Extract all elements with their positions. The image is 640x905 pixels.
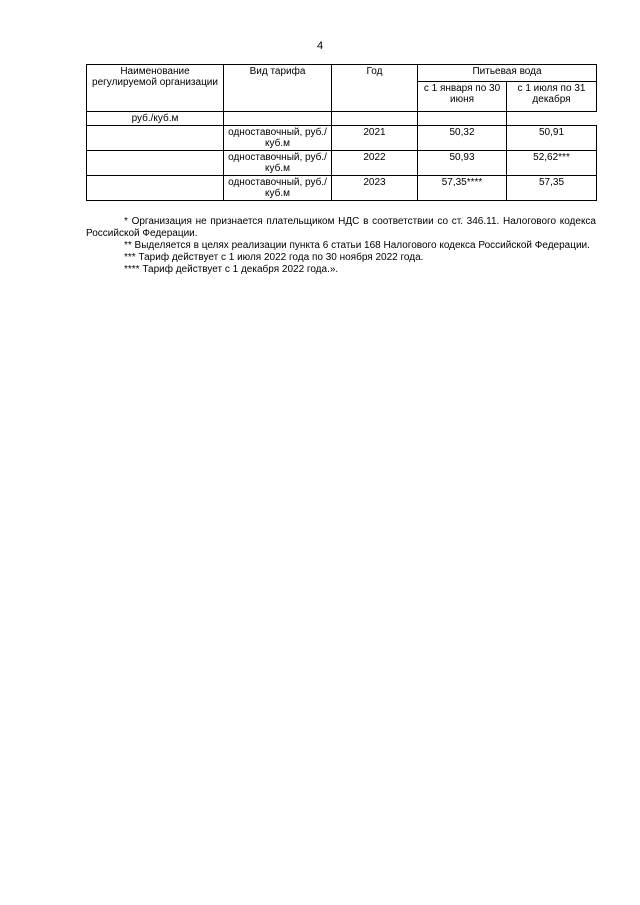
cell-period-1: 50,93 xyxy=(418,151,507,176)
cell-year: 2023 xyxy=(332,176,418,201)
header-tariff-type: Вид тарифа xyxy=(224,65,332,112)
tariff-table xyxy=(86,64,597,201)
table-row xyxy=(87,112,597,126)
cell-period-2: 57,35 xyxy=(507,176,597,201)
cell-year: 2022 xyxy=(332,151,418,176)
footnotes xyxy=(86,216,596,276)
table-row xyxy=(87,176,597,201)
cell-tariff-type: одноставочный, руб./куб.м xyxy=(224,176,332,201)
page-number: 4 xyxy=(316,40,324,52)
table-header-row xyxy=(87,65,597,82)
cell-year: 2021 xyxy=(332,126,418,151)
footnote-tariff-period-2: **** Тариф действует с 1 декабря 2022 года.». xyxy=(124,264,339,275)
cell-period-2: 50,91 xyxy=(507,126,597,151)
header-period-2: с 1 июля по 31 декабря xyxy=(507,81,597,111)
cell-tariff-type: одноставочный, руб./куб.м xyxy=(224,151,332,176)
footnote-vat-exempt: * Организация не признается плательщиком НДС в соответствии со ст. 346.11. Налогового кодекса Российской Федерации. xyxy=(86,216,596,239)
header-year: Год xyxy=(332,65,418,112)
cell-tariff-type: одноставочный, руб./куб.м xyxy=(224,126,332,151)
cell-period-2 xyxy=(418,112,507,126)
footnote-vat-allocated: ** Выделяется в целях реализации пункта 6 статьи 168 Налогового кодекса Российской Федерации. xyxy=(124,240,590,251)
cell-period-1: 50,32 xyxy=(418,126,507,151)
footnote-tariff-period-1: *** Тариф действует с 1 июля 2022 года по 30 ноября 2022 года. xyxy=(124,252,424,263)
table-row xyxy=(87,126,597,151)
table-row xyxy=(87,151,597,176)
cell-period-2: 52,62*** xyxy=(507,151,597,176)
header-period-1: с 1 января по 30 июня xyxy=(418,81,507,111)
cell-year xyxy=(224,112,332,126)
cell-tariff-type: руб./куб.м xyxy=(87,112,224,126)
header-drinking-water: Питьевая вода xyxy=(418,65,597,82)
cell-period-1 xyxy=(332,112,418,126)
cell-period-1: 57,35**** xyxy=(418,176,507,201)
header-organization: Наименование регулируемой организации xyxy=(87,65,224,112)
